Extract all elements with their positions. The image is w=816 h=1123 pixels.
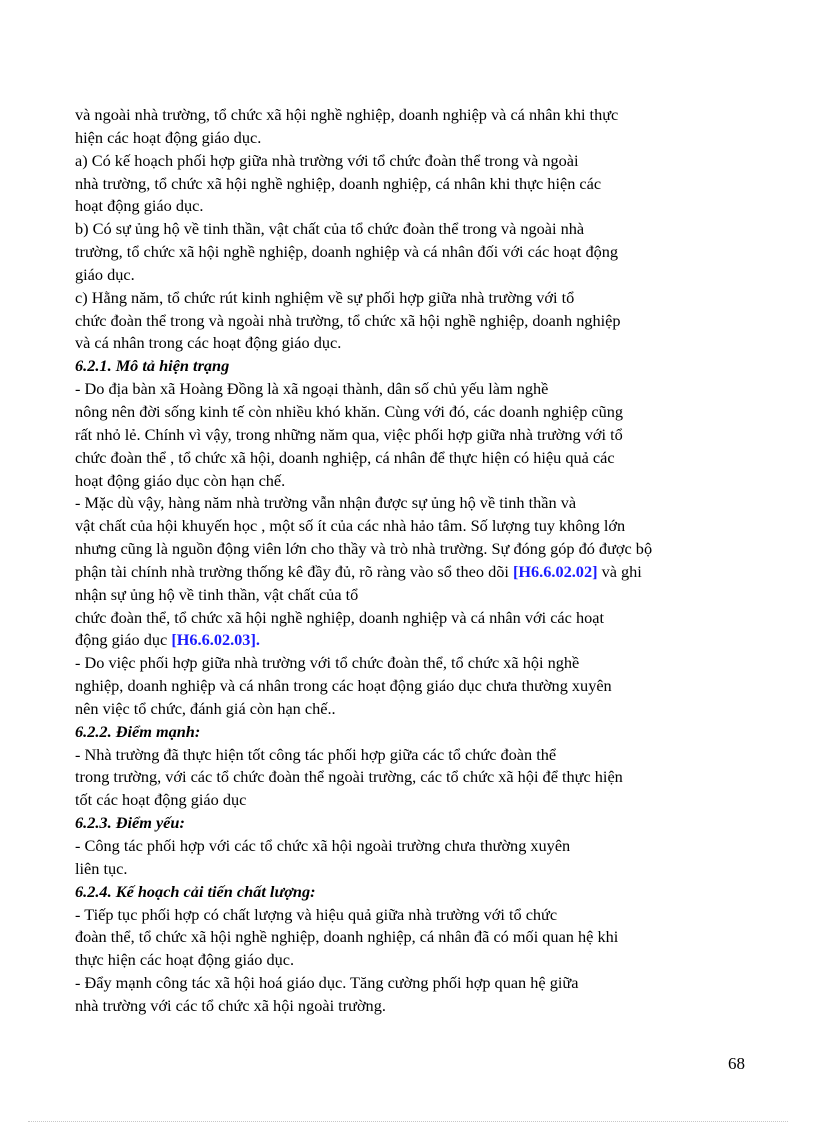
body-text-line: c) Hằng năm, tổ chức rút kinh nghiệm về sự phối hợp giữa nhà trường với tổ — [75, 287, 575, 307]
body-text-line: rất nhỏ lẻ. Chính vì vậy, trong những năm qua, việc phối hợp giữa nhà trường với tổ — [75, 424, 623, 444]
body-text-line: đoàn thể, tổ chức xã hội nghề nghiệp, doanh nghiệp, cá nhân đã có mối quan hệ khi — [75, 927, 619, 947]
body-text-line: chức đoàn thể, tổ chức xã hội nghề nghiệp, doanh nghiệp và cá nhân với các hoạt — [75, 607, 604, 627]
body-text-line: nhà trường, tổ chức xã hội nghề nghiệp, doanh nghiệp, cá nhân khi thực hiện các — [75, 173, 602, 193]
body-text-line: nhận sự ủng hộ về tinh thần, vật chất của tổ — [75, 584, 359, 604]
body-text-line: - Do việc phối hợp giữa nhà trường với tổ chức đoàn thể, tổ chức xã hội nghề — [75, 653, 580, 673]
body-text-line: nông nên đời sống kinh tế còn nhiều khó khăn. Cùng với đó, các doanh nghiệp cũng — [75, 401, 624, 421]
section-heading: 6.2.2. Điểm mạnh: — [75, 721, 201, 741]
body-text-line: a) Có kế hoạch phối hợp giữa nhà trường với tổ chức đoàn thể trong và ngoài — [75, 150, 579, 170]
page-bottom-border — [28, 1121, 788, 1122]
body-text-line: tốt các hoạt động giáo dục — [75, 790, 247, 810]
page-number: 68 — [728, 1054, 745, 1073]
body-text-line: liên tục. — [75, 858, 128, 878]
evidence-reference: [H6.6.02.03]. — [171, 630, 260, 650]
body-text-line: vật chất của hội khuyến học , một số ít của các nhà hảo tâm. Số lượng tuy không lớn — [75, 516, 626, 536]
body-text-line — [75, 629, 735, 652]
body-text-line: hoạt động giáo dục. — [75, 196, 204, 216]
body-text-line: - Tiếp tục phối hợp có chất lượng và hiệu quả giữa nhà trường với tổ chức — [75, 904, 558, 924]
body-text-line: - Công tác phối hợp với các tổ chức xã hội ngoài trường chưa thường xuyên — [75, 836, 571, 855]
section-heading: 6.2.1. Mô tả hiện trạng — [75, 356, 230, 376]
body-text-line: nghiệp, doanh nghiệp và cá nhân trong các hoạt động giáo dục chưa thường xuyên — [75, 676, 612, 696]
body-text-line: nhưng cũng là nguồn động viên lớn cho thầy và trò nhà trường. Sự đóng góp đó được bộ — [75, 539, 653, 559]
body-text-line: hiện các hoạt động giáo dục. — [75, 127, 262, 147]
body-text-line: giáo dục. — [75, 264, 135, 284]
body-text-line: nên việc tổ chức, đánh giá còn hạn chế.. — [75, 698, 336, 718]
section-heading: 6.2.3. Điểm yếu: — [75, 813, 185, 833]
body-text-line: - Nhà trường đã thực hiện tốt công tác phối hợp giữa các tổ chức đoàn thể — [75, 744, 557, 764]
body-text-line: và cá nhân trong các hoạt động giáo dục. — [75, 333, 342, 353]
body-text-line: hoạt động giáo dục còn hạn chế. — [75, 470, 286, 490]
body-text-line: - Mặc dù vậy, hàng năm nhà trường vẫn nhận được sự ủng hộ về tinh thần và — [75, 493, 577, 513]
body-text-line: trong trường, với các tổ chức đoàn thể ngoài trường, các tổ chức xã hội để thực hiện — [75, 767, 623, 787]
body-text-line: - Đẩy mạnh công tác xã hội hoá giáo dục. Tăng cường phối hợp quan hệ giữa — [75, 973, 579, 993]
section-heading: 6.2.4. Kế hoạch cải tiến chất lượng: — [75, 881, 316, 901]
body-text-line: và ngoài nhà trường, tổ chức xã hội nghề nghiệp, doanh nghiệp và cá nhân khi thực — [75, 105, 619, 124]
body-text-line: thực hiện các hoạt động giáo dục. — [75, 950, 295, 970]
body-text-line: nhà trường với các tổ chức xã hội ngoài trường. — [75, 995, 386, 1015]
body-text-line — [75, 561, 735, 584]
body-text-line: b) Có sự ủng hộ về tinh thần, vật chất của tổ chức đoàn thể trong và ngoài nhà — [75, 219, 585, 239]
body-text-line: - Do địa bàn xã Hoàng Đồng là xã ngoại thành, dân số chủ yếu làm nghề — [75, 379, 549, 399]
body-text-line: trường, tổ chức xã hội nghề nghiệp, doanh nghiệp và cá nhân đối với các hoạt động — [75, 242, 619, 262]
body-text: phận tài chính nhà trường thống kê đầy đủ, rõ ràng vào sổ theo dõi — [75, 561, 513, 581]
body-text: động giáo dục — [75, 630, 172, 650]
document-body — [75, 104, 735, 1018]
evidence-reference: [H6.6.02.02] — [512, 561, 598, 581]
body-text-line: chức đoàn thể trong và ngoài nhà trường, tổ chức xã hội nghề nghiệp, doanh nghiệp — [75, 310, 621, 330]
body-text-line: chức đoàn thể , tổ chức xã hội, doanh nghiệp, cá nhân để thực hiện có hiệu quả các — [75, 447, 615, 467]
body-text: và ghi — [597, 561, 642, 581]
